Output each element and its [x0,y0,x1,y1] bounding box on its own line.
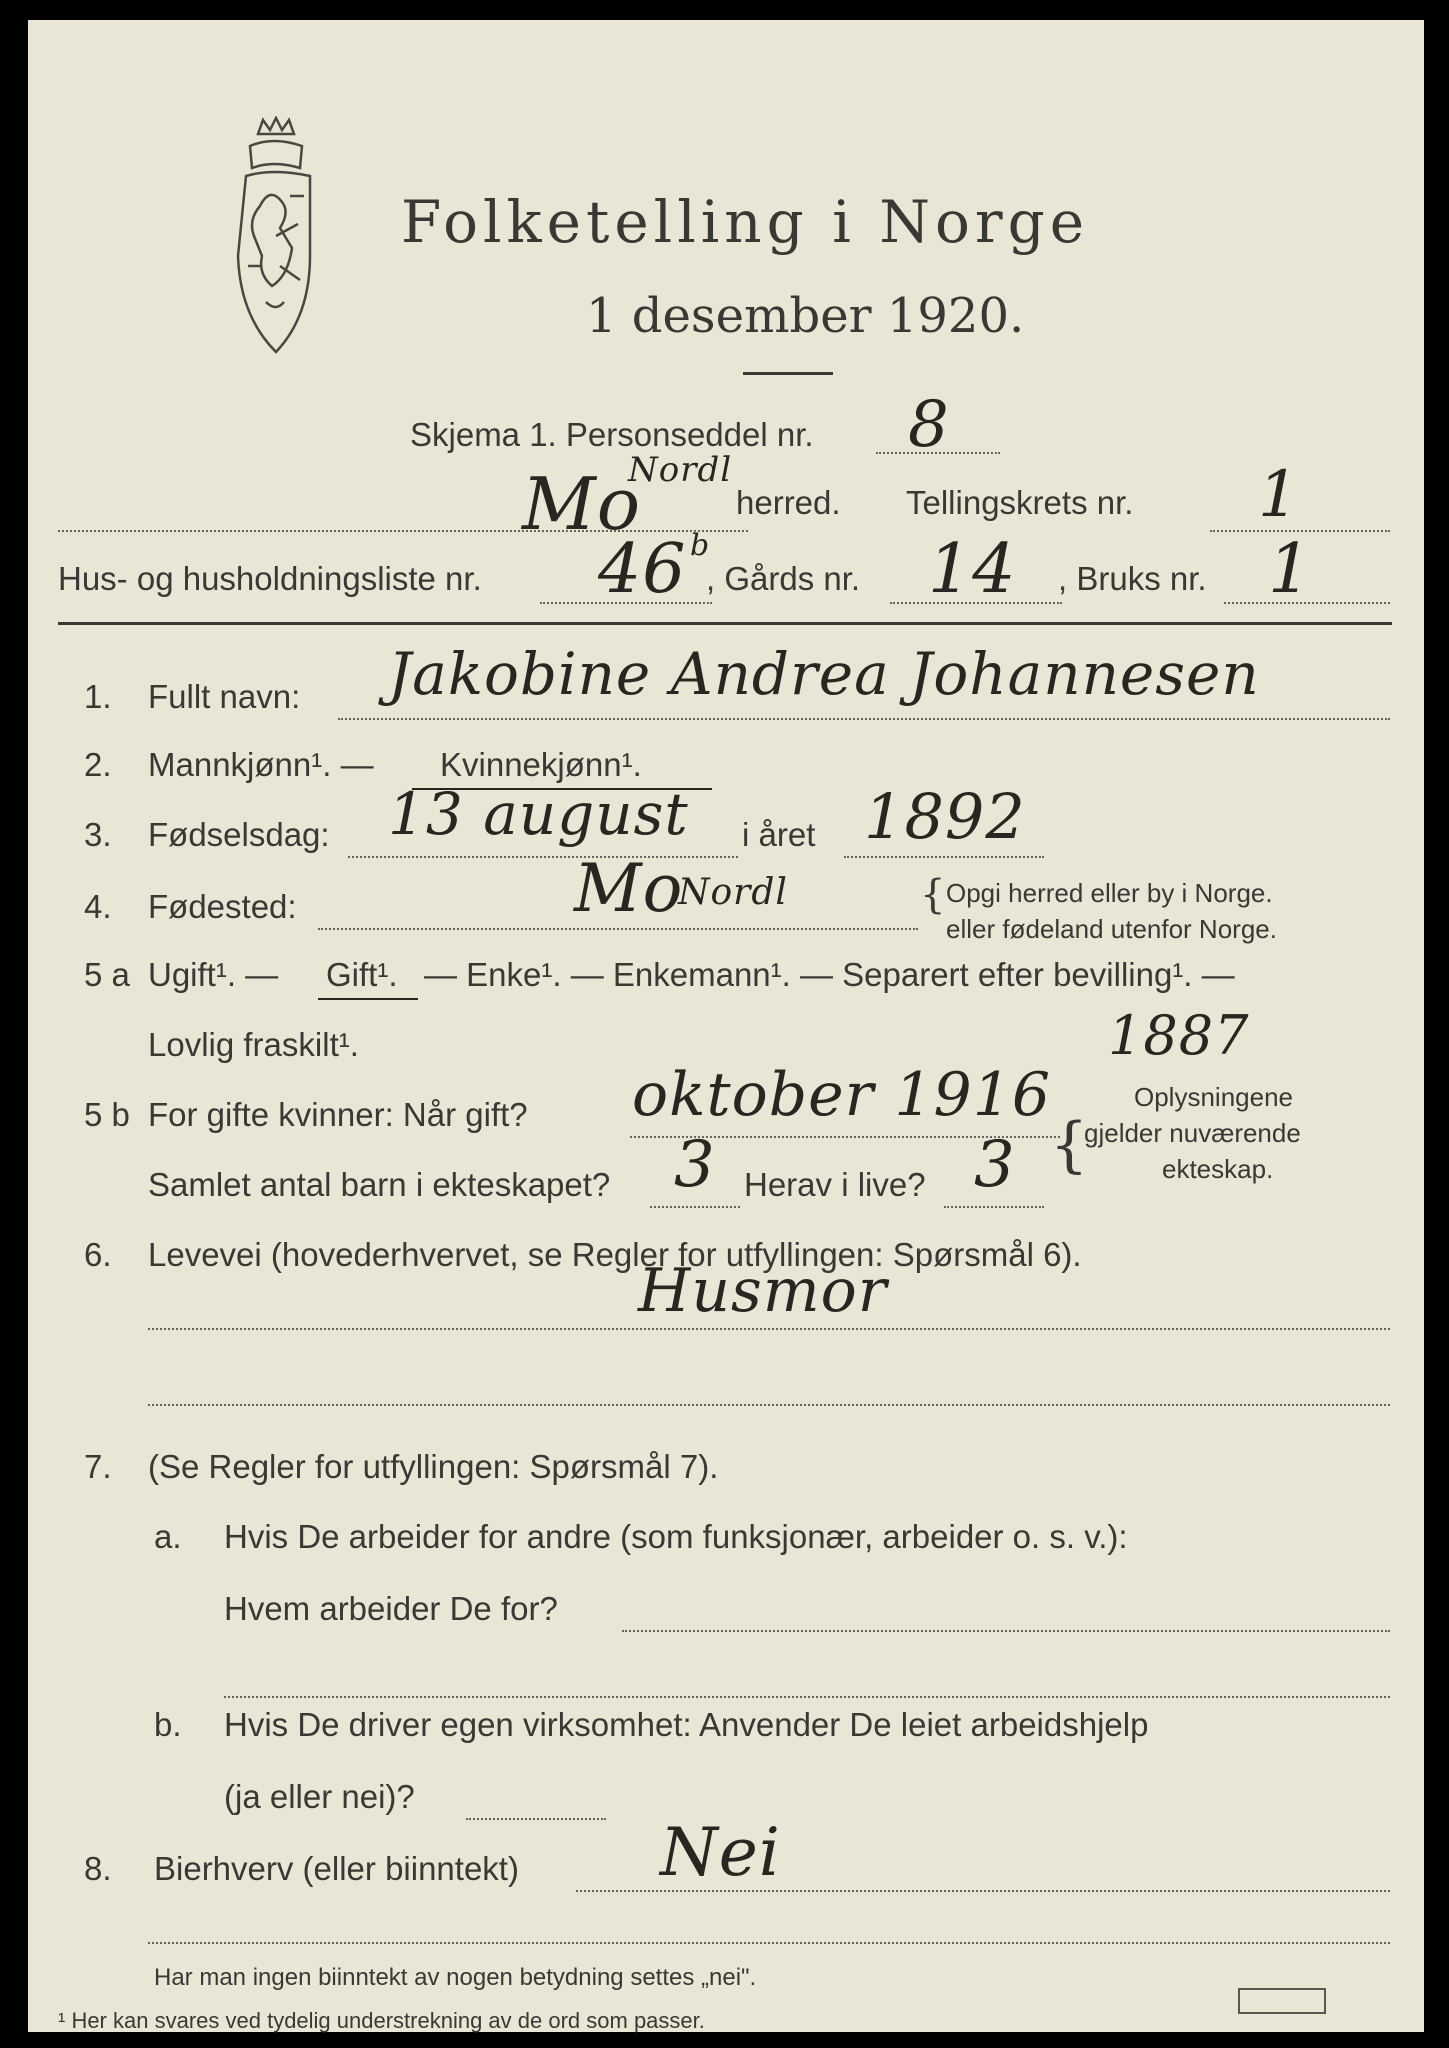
footer-note: Har man ingen biinntekt av nogen betydning settes „nei". [154,1964,757,1991]
coat-of-arms-icon [218,116,328,356]
header-divider [58,622,1392,625]
skjema-label: Skjema 1. Personseddel nr. [410,416,814,453]
tellingskrets-label: Tellingskrets nr. [906,484,1134,521]
q6-number: 6. [84,1236,112,1273]
husholdningsliste-label: Hus- og husholdningsliste nr. [58,560,482,597]
footnote: ¹ Her kan svares ved tydelig understrekning av de ord som passer. [58,2008,705,2033]
q5b-note-line1: Oplysningene [1134,1082,1293,1112]
q2-male: Mannkjønn¹. — [148,746,374,783]
skjema-value: 8 [908,388,950,462]
footer-dots [148,1942,1390,1944]
q5a-gift: Gift¹. [326,956,398,993]
husholdningsliste-sup: b [690,528,711,563]
q1-full-name: Jakobine Andrea Johannesen [388,640,1260,708]
q3-year-dots [844,856,1044,858]
q5b-brace: { [1050,1110,1089,1180]
q5b-married-when: oktober 1916 [632,1060,1052,1130]
q6-occupation: Husmor [638,1256,888,1326]
q3-year-label: i året [742,816,816,853]
q6-label: Levevei (hovederhvervet, se Regler for utfyllingen: Spørsmål 6). [148,1236,1082,1273]
bruks-value: 1 [1268,530,1313,609]
q8-number: 8. [84,1850,112,1887]
gards-label: , Gårds nr. [706,560,861,597]
census-form-sheet [28,20,1424,2032]
tellingskrets-value: 1 [1258,458,1300,532]
q4-dots [318,928,918,930]
q7-number: 7. [84,1448,112,1485]
q4-birthplace: Mo [574,850,684,927]
q7a-letter: a. [154,1518,182,1555]
q7-label: (Se Regler for utfyllingen: Spørsmål 7). [148,1448,719,1485]
q4-label: Fødested: [148,888,297,925]
q5a-gift-underline [318,998,418,1000]
q4-brace: { [920,872,946,918]
q4-birthplace-insert: Nordl [678,872,788,913]
q6-dots-1 [148,1328,1390,1330]
herred-value: Mo [522,462,642,546]
q1-dots [338,718,1390,720]
q1-label: Fullt navn: [148,678,301,715]
q2-number: 2. [84,746,112,783]
q4-note-line2: eller fødeland utenfor Norge. [946,914,1277,944]
q5a-options: — Enke¹. — Enkemann¹. — Separert efter bevilling¹. — [424,956,1235,993]
herred-label: herred. [736,484,841,521]
q7a-line2: Hvem arbeider De for? [224,1590,558,1627]
census-date: 1 desember 1920. [586,288,1025,344]
q5a-annotation: 1887 [1108,1004,1250,1067]
q5a-fraskilt: Lovlig fraskilt¹. [148,1026,359,1063]
q7b-line2: (ja eller nei)? [224,1778,415,1815]
q5b-children-value: 3 [674,1128,716,1202]
q4-number: 4. [84,888,112,925]
q7a-dots-2 [224,1696,1390,1698]
q3-birthday: 13 august [388,780,689,848]
q3-label: Fødselsdag: [148,816,330,853]
q5b-label: For gifte kvinner: Når gift? [148,1096,528,1133]
q5b-children-dots [650,1206,740,1208]
q5b-note-line2: gjelder nuværende [1084,1118,1301,1148]
q8-label: Bierhverv (eller biinntekt) [154,1850,519,1887]
q5b-note-line3: ekteskap. [1162,1154,1274,1184]
q3-number: 3. [84,816,112,853]
q5b-alive-dots [944,1206,1044,1208]
q7b-line1: Hvis De driver egen virksomhet: Anvender De leiet arbeidshjelp [224,1706,1149,1743]
gards-value: 14 [928,530,1017,609]
q5b-number: 5 b [84,1096,130,1133]
q7b-letter: b. [154,1706,182,1743]
q3-year: 1892 [864,780,1026,853]
herred-insert: Nordl [628,450,733,490]
q5b-alive-value: 3 [974,1128,1016,1202]
q6-dots-2 [148,1404,1390,1406]
q7a-dots-1 [622,1630,1390,1632]
printer-stamp [1238,1988,1326,2014]
q7a-line1: Hvis De arbeider for andre (som funksjonær, arbeider o. s. v.): [224,1518,1128,1555]
q4-note-line1: Opgi herred eller by i Norge. [946,878,1273,908]
title-divider [743,372,833,375]
q2-female: Kvinnekjønn¹. [440,746,642,783]
q8-value: Nei [660,1814,781,1891]
q5a-ugift: Ugift¹. — [148,956,279,993]
form-title: Folketelling i Norge [401,188,1090,256]
q5b-alive-label: Herav i live? [744,1166,926,1203]
husholdningsliste-value: 46 [598,530,687,609]
q5b-children-label: Samlet antal barn i ekteskapet? [148,1166,611,1203]
q5a-number: 5 a [84,956,130,993]
bruks-label: , Bruks nr. [1058,560,1207,597]
q1-number: 1. [84,678,112,715]
q7b-dots [466,1818,606,1820]
